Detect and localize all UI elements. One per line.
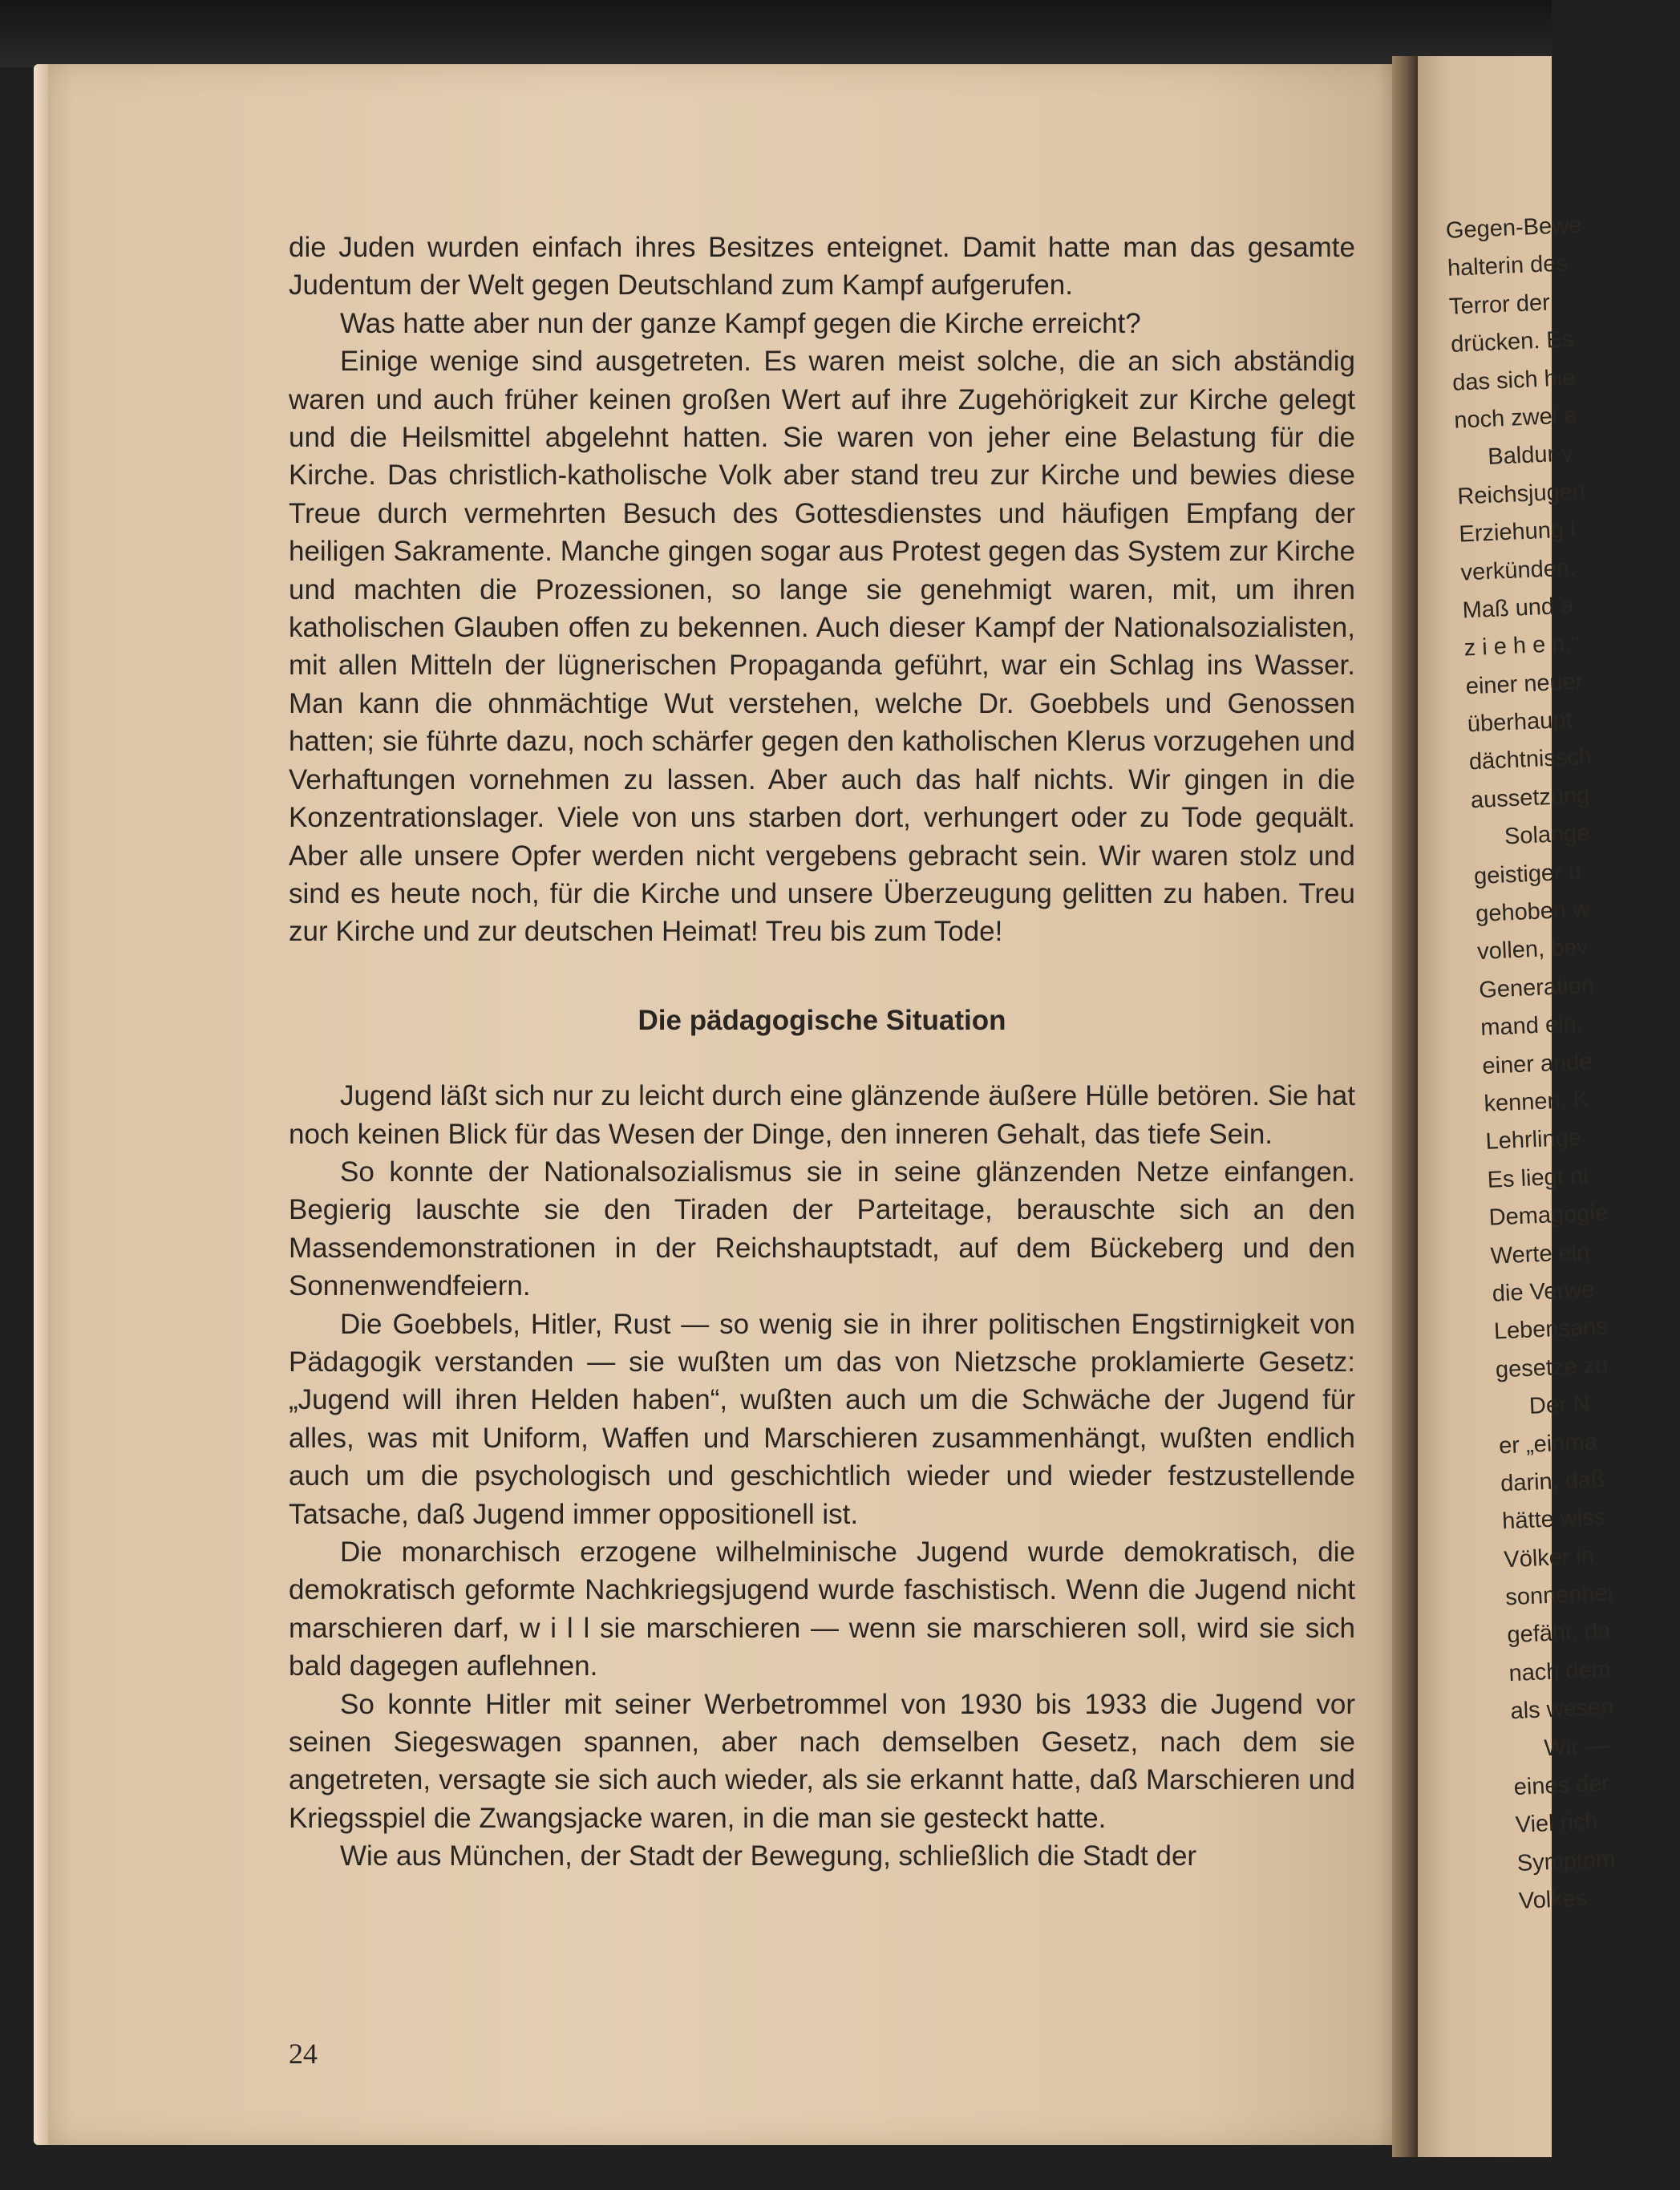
fragment-line: verkünden. [1459,554,1577,586]
paragraph: Jugend läßt sich nur zu leicht durch eine glänzende äußere Hülle betören. Sie hat noch keinen Blick für das Wesen der Dinge, den inneren Gehalt, das tiefe Sein. [289,1080,1355,1150]
fragment-line: eines der [1513,1770,1610,1801]
book-backdrop [0,0,1552,67]
fragment-line: einer ande [1481,1048,1593,1079]
fragment-line: kennen. K [1483,1087,1589,1117]
fragment-line: Lehrlinge [1484,1125,1582,1156]
fragment-line: Lebensans [1493,1314,1609,1345]
fragment-line: nach dem [1508,1656,1612,1687]
left-page-text [289,229,1355,1876]
paragraph: die Juden wurden einfach ihres Besitzes enteignet. Damit hatte man das gesamte Judentum der Welt gegen Deutschland zum Kampf aufgerufen. [289,232,1355,302]
paragraph: Einige wenige sind ausgetreten. Es waren meist solche, die an sich abständig waren und auch früher keinen großen Wert auf ihre Zugehörigkeit zur Kirche gelegt und die Heilsmittel abgelehnt hatten. Sie waren von jeher eine Belastung für die Kirche. Das christlich-katholische Volk aber stand treu zur Kirche und bewies diese Treue durch vermehrten Besuch des Gottesdienstes und häufigen Empfang der heiligen Sakramente. Manche gingen sogar aus Protest gegen das System zur Kirche und machten die Prozessionen, so lange sie genehmigt waren, mit, um ihren katholischen Glauben offen zu bekennen. Auch dieser Kampf der Nationalsozialisten, mit allen Mitteln der lügnerischen Propaganda geführt, war ein Schlag ins Wasser. Man kann die ohnmächtige Wut verstehen, welche Dr. Goebbels und Genossen hatten; sie führte dazu, noch schärfer gegen den katholischen Klerus vorzugehen und Verhaftungen vornehmen zu lassen. Aber auch das half nichts. Wir gingen in die Konzentrationslager. Viele von uns starben dort, verhungert oder zu Tode gequält. Aber alle unsere Opfer werden nicht vergebens gebracht sein. Wir waren stolz und sind es heute noch, für die Kirche und unsere Überzeugung gelitten zu haben. Treu zur Kirche und zur deutschen Heimat! Treu bis zum Tode! [289,346,1355,948]
fragment-line: hätte wiss [1501,1504,1606,1535]
fragment-line: Es liegt ni [1486,1163,1589,1193]
fragment-line: darin, daß [1500,1466,1606,1497]
fragment-line: das sich hie [1451,364,1576,396]
fragment-line: einer neuer [1465,668,1585,700]
paragraph: So konnte Hitler mit seiner Werbetrommel von 1930 bis 1933 die Jugend vor seinen Siegeswagen spannen, aber nach demselben Gesetz, nach dem sie angetreten, versagte sie sich auch wieder, als sie erkannt hatte, daß Marschieren und Kriegsspiel die Zwangsjacke waren, in die man sie gesteckt hatte. [289,1688,1355,1834]
paragraph: Was hatte aber nun der ganze Kampf gegen die Kirche erreicht? [340,307,1141,339]
fragment-line: Symptom [1516,1846,1616,1876]
section-heading: Die pädagogische Situation [638,1004,1006,1036]
fragment-line: Generation [1478,972,1595,1003]
fragment-line: gehoben w [1475,897,1590,928]
fragment-line: überhaupt [1467,706,1573,738]
fragment-line: Völker in [1503,1543,1595,1573]
fragment-line: Werte ein [1490,1238,1590,1269]
paragraph: Wie aus München, der Stadt der Bewegung, schließlich die Stadt der [340,1840,1197,1872]
right-page-fragments [1445,205,1680,1921]
fragment-line: aussetzung [1470,782,1590,814]
fragment-line: Erziehung i [1458,516,1577,548]
paragraph: So konnte der Nationalsozialismus sie in seine glänzenden Netze einfangen. Begierig lauschte sie den Tiraden der Parteitage, berauschte sich an den Massendemonstrationen in der Reichshauptstadt, auf dem Bückeberg und den Sonnenwendfeiern. [289,1156,1355,1302]
fragment-line: halterin des [1447,250,1569,282]
fragment-line: geistiger u [1473,859,1582,889]
fragment-line: sonnenhei [1504,1580,1613,1611]
fragment-line: Baldur v [1487,440,1574,471]
fragment-line: drücken. Es [1450,326,1574,358]
fragment-line: Viel rich [1515,1809,1599,1839]
left-page-edge [34,64,48,2145]
fragment-line: Demagogie [1488,1200,1609,1231]
fragment-line: noch zwei a [1453,403,1578,434]
fragment-line: Volkes, [1518,1885,1595,1915]
fragment-line: vollen, bev [1476,934,1589,965]
right-page [1418,56,1616,2157]
fragment-line: er „einma [1498,1428,1598,1459]
fragment-line: Der N [1528,1391,1591,1419]
page-number: 24 [289,2038,318,2070]
paragraph: Die monarchisch erzogene wilhelminische Jugend wurde demokratisch, die demokratisch geformte Nachkriegsjugend wurde faschistisch. Wenn die Jugend nicht marschieren darf, w i l l sie marschieren — wenn sie marschieren soll, wird sie sich bald dagegen auflehnen. [289,1536,1355,1682]
fragment-line: Maß und a [1461,593,1574,624]
fragment-line: gefähr, da [1506,1618,1612,1649]
fragment-line: Reichsjugen [1456,478,1586,510]
fragment-line: dächtnissch [1468,744,1593,775]
book-gutter [1392,56,1421,2157]
fragment-line: Terror der [1448,289,1551,320]
fragment-line: gesetze zu [1495,1352,1609,1383]
fragment-line: als wesen [1509,1694,1615,1725]
fragment-line: die Verwe [1492,1277,1595,1307]
fragment-line: Wir — [1543,1732,1609,1762]
fragment-line: z i e h e n.“ [1463,630,1580,662]
fragment-line: mand ein, [1480,1010,1584,1042]
paragraph: Die Goebbels, Hitler, Rust — so wenig sie in ihrer politischen Engstirnigkeit von Pädagogik verstanden — sie wußten um das von Nietzsche proklamierte Gesetz: „Jugend will ihren Helden haben“, wußten auch um die Schwäche der Jugend für alles, was mit Uniform, Waffen und Marschieren zusammenhängt, wußten endlich auch um die psychologisch und geschichtlich wieder und wieder festzustellende Tatsache, daß Jugend immer oppositionell ist. [289,1308,1355,1530]
fragment-line: Solange [1504,820,1591,850]
fragment-line: Gegen-Bewe [1445,212,1582,244]
